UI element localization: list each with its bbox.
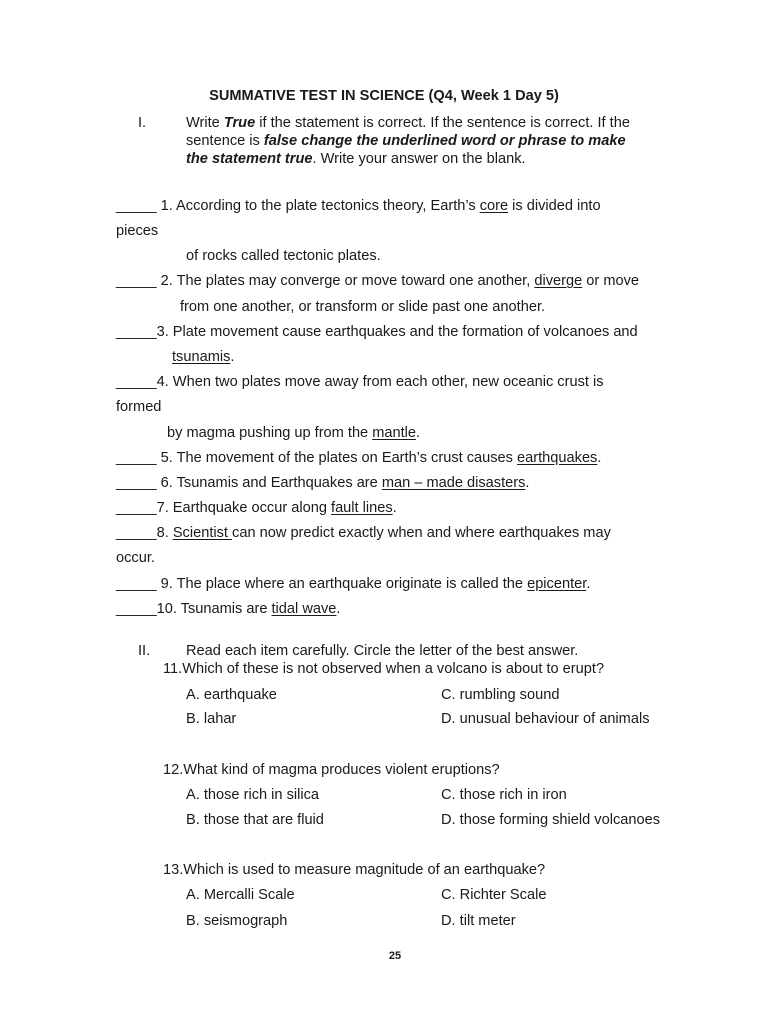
item-4-wrap: formed: [116, 399, 162, 415]
part-2-instruction: Read each item carefully. Circle the letter of the best answer.: [186, 643, 579, 659]
question-12: 12.What kind of magma produces violent eruptions?: [163, 762, 500, 778]
item-8-wrap: occur.: [116, 550, 155, 566]
item-3: _____3. Plate movement cause earthquakes and the formation of volcanoes and: [116, 324, 638, 340]
item-2-continuation: from one another, or transform or slide past one another.: [180, 299, 546, 315]
question-13-option-d: D. tilt meter: [441, 913, 516, 929]
question-11-option-c: C. rumbling sound: [441, 687, 560, 703]
item-3-continuation: tsunamis.: [172, 349, 235, 365]
question-11: 11.Which of these is not observed when a volcano is about to erupt?: [163, 661, 605, 677]
item-1: _____ 1. According to the plate tectonics theory, Earth’s core is divided into: [116, 198, 601, 214]
item-9-underlined: epicenter: [527, 576, 587, 592]
question-11-option-a: A. earthquake: [186, 687, 277, 703]
item-7: _____7. Earthquake occur along fault lines.: [116, 500, 397, 516]
item-5-underlined: earthquakes: [517, 450, 598, 466]
question-13-option-a: A. Mercalli Scale: [186, 887, 295, 903]
item-9: _____ 9. The place where an earthquake originate is called the epicenter.: [116, 576, 591, 592]
item-8: _____8. Scientist can now predict exactly when and where earthquakes may: [116, 525, 611, 541]
item-1-underlined: core: [479, 198, 509, 214]
item-10: _____10. Tsunamis are tidal wave.: [116, 601, 341, 617]
item-5: _____ 5. The movement of the plates on Earth’s crust causes earthquakes.: [116, 450, 602, 466]
question-11-option-d: D. unusual behaviour of animals: [441, 711, 650, 727]
page-number: 25: [388, 950, 402, 962]
question-12-option-c: C. those rich in iron: [441, 787, 567, 803]
item-6: _____ 6. Tsunamis and Earthquakes are man – made disasters.: [116, 475, 530, 491]
part-1-numeral: I.: [138, 115, 147, 131]
item-1-wrap: pieces: [116, 223, 159, 239]
part-2-numeral: II.: [138, 643, 151, 659]
question-12-option-d: D. those forming shield volcanoes: [441, 812, 661, 828]
question-12-option-b: B. those that are fluid: [186, 812, 324, 828]
item-7-underlined: fault lines: [331, 500, 393, 516]
part-1-instruction-line-2: sentence is false change the underlined word or phrase to make: [186, 133, 626, 149]
item-4-underlined: mantle: [372, 425, 417, 441]
item-1-continuation: of rocks called tectonic plates.: [186, 248, 381, 264]
item-4-continuation: by magma pushing up from the mantle.: [167, 425, 421, 441]
question-12-option-a: A. those rich in silica: [186, 787, 320, 803]
part-1-instruction-line-1: Write True if the statement is correct. If the sentence is correct. If the: [186, 115, 630, 131]
page-title: SUMMATIVE TEST IN SCIENCE (Q4, Week 1 Day 5): [209, 88, 559, 104]
item-4: _____4. When two plates move away from each other, new oceanic crust is: [116, 374, 604, 390]
item-8-underlined: Scientist: [172, 525, 233, 541]
item-10-underlined: tidal wave: [271, 601, 337, 617]
item-2-underlined: diverge: [534, 273, 583, 289]
question-11-option-b: B. lahar: [186, 711, 237, 727]
question-13-option-c: C. Richter Scale: [441, 887, 547, 903]
item-2: _____ 2. The plates may converge or move toward one another, diverge or move: [116, 273, 640, 289]
item-6-underlined: man – made disasters: [381, 475, 526, 491]
question-13: 13.Which is used to measure magnitude of an earthquake?: [163, 862, 546, 878]
question-13-option-b: B. seismograph: [186, 913, 288, 929]
part-1-instruction-line-3: the statement true. Write your answer on the blank.: [186, 151, 526, 167]
item-3-underlined: tsunamis: [172, 349, 231, 365]
